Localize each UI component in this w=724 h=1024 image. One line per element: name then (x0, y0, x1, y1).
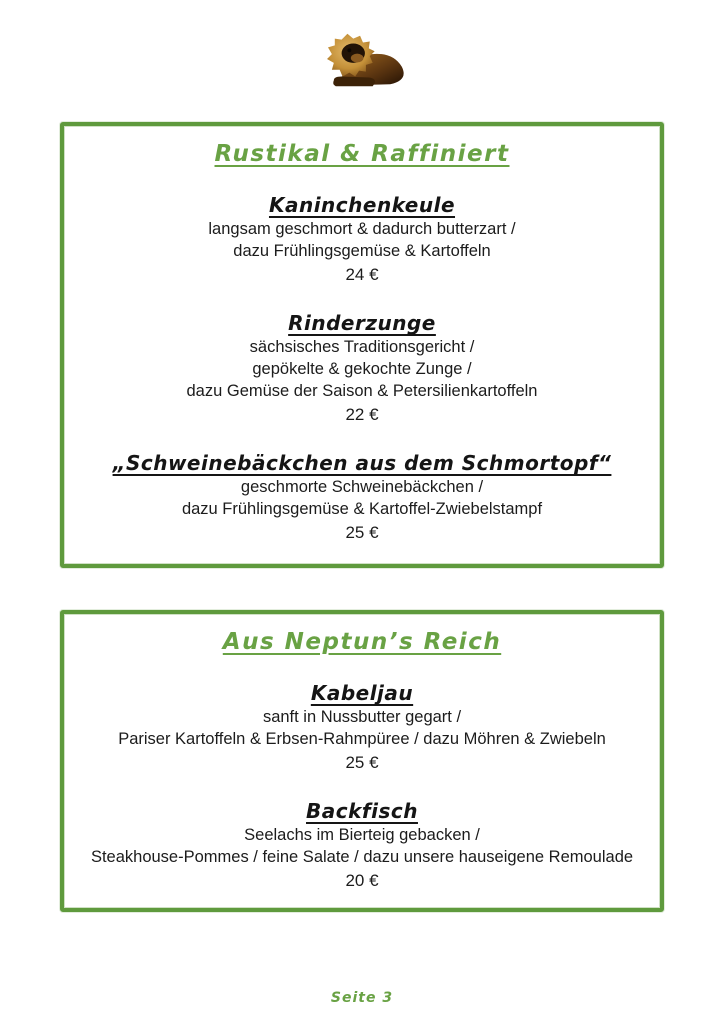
menu-item-name: Backfisch (306, 799, 418, 823)
menu-item-description-line: geschmorte Schweinebäckchen / (240, 478, 484, 496)
menu-item-description-line: sächsisches Traditionsgericht / (249, 338, 475, 356)
menu-item-name: Kabeljau (310, 681, 414, 705)
section-title: Rustikal & Raffiniert (214, 141, 510, 167)
section-title: Aus Neptun’s Reich (222, 629, 502, 655)
menu-item-price: 22 € (345, 405, 379, 424)
menu-item-kaninchenkeule (74, 192, 650, 286)
menu-item-name: Kaninchenkeule (268, 193, 456, 217)
menu-section-rustikal (60, 122, 664, 568)
menu-item-description-line: gepökelte & gekochte Zunge / (252, 360, 472, 378)
menu-item-backfisch (74, 798, 650, 892)
menu-item-description-line: langsam geschmort & dadurch butterzart / (208, 220, 516, 238)
menu-item-name: Rinderzunge (288, 311, 436, 335)
menu-item-kabeljau (74, 680, 650, 774)
menu-section-neptun (60, 610, 664, 912)
menu-item-description-line: sanft in Nussbutter gegart / (262, 708, 462, 726)
menu-item-price: 20 € (345, 871, 379, 890)
menu-item-name: „Schweinebäckchen aus dem Schmortopf“ (112, 451, 612, 475)
menu-item-price: 25 € (345, 523, 379, 542)
menu-item-description-line: dazu Gemüse der Saison & Petersilienkartoffeln (186, 382, 538, 400)
menu-item-description-line: Pariser Kartoffeln & Erbsen-Rahmpüree / dazu Möhren & Zwiebeln (118, 730, 606, 748)
page-number: Seite 3 (330, 990, 394, 1006)
menu-item-rinderzunge (74, 310, 650, 426)
menu-item-description-line: Steakhouse-Pommes / feine Salate / dazu unsere hauseigene Remoulade (90, 848, 634, 866)
logo (0, 0, 724, 94)
menu-item-description-line: dazu Frühlingsgemüse & Kartoffel-Zwiebelstampf (181, 500, 543, 518)
lion-figurine-icon (307, 26, 417, 94)
menu-item-price: 24 € (345, 265, 379, 284)
menu-item-description-line: Seelachs im Bierteig gebacken / (244, 826, 480, 844)
menu-item-schweinebaeckchen (74, 450, 650, 544)
menu-item-description-line: dazu Frühlingsgemüse & Kartoffeln (233, 242, 491, 260)
menu-item-price: 25 € (345, 753, 379, 772)
